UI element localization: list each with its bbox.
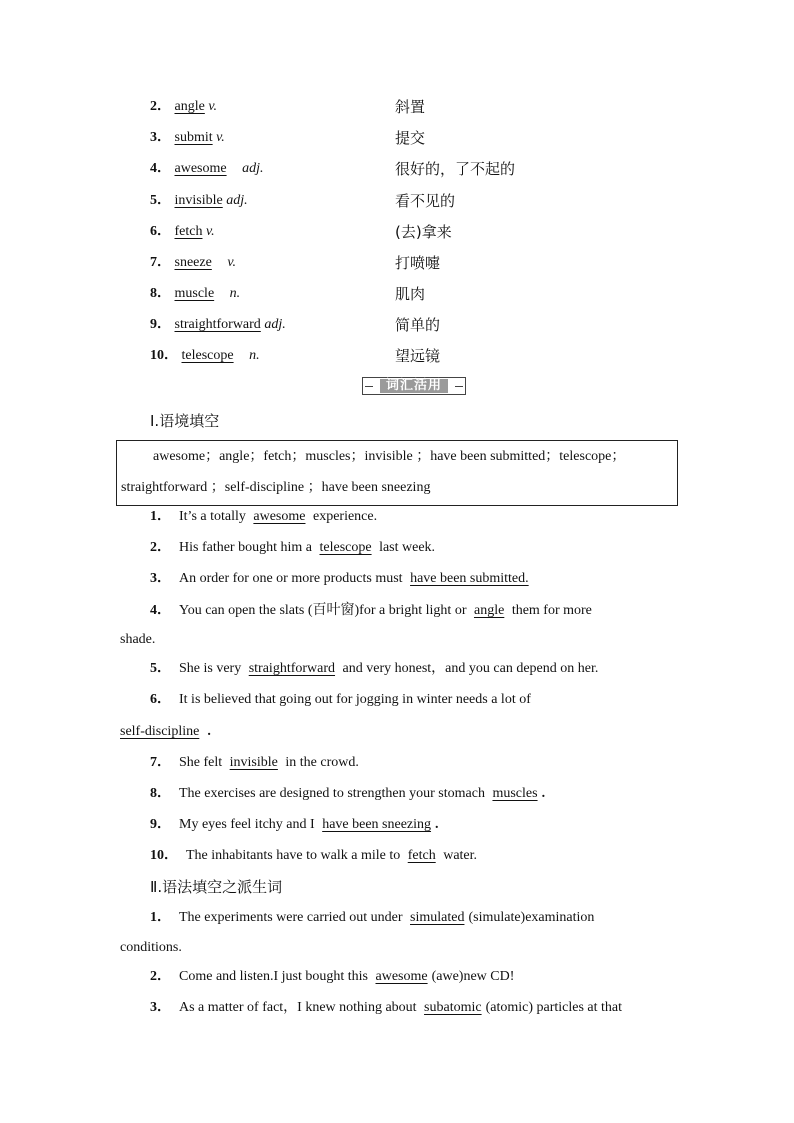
sentence-text: (atomic) particles at that bbox=[485, 1000, 623, 1015]
part-of-speech: v. bbox=[227, 255, 236, 270]
sentence-text: water. bbox=[439, 848, 478, 863]
chinese-meaning: 看不见的 bbox=[395, 192, 456, 210]
vocab-term: muscle bbox=[174, 286, 215, 301]
sentence-text: She is very bbox=[179, 661, 245, 676]
exercise-item bbox=[150, 600, 674, 622]
item-number: 5． bbox=[150, 661, 171, 676]
sentence-text: An order for one or more products must bbox=[179, 571, 407, 586]
vocab-item bbox=[150, 190, 710, 212]
item-number: 3． bbox=[150, 130, 171, 145]
sentence-text: (awe)new CD! bbox=[431, 969, 515, 984]
answer-blank: straightforward bbox=[248, 661, 336, 676]
part-of-speech: n. bbox=[249, 348, 260, 363]
part-of-speech: v. bbox=[216, 130, 225, 145]
vocab-term: awesome bbox=[174, 161, 227, 176]
vocab-term: sneeze bbox=[174, 255, 212, 270]
answer-blank: awesome bbox=[253, 509, 306, 524]
vocab-item bbox=[150, 314, 710, 336]
answer-blank: self-discipline bbox=[120, 724, 200, 739]
vocab-item bbox=[150, 283, 710, 305]
item-number: 10． bbox=[150, 848, 178, 863]
sentence-text: It is believed that going out for jogging in winter needs a lot of bbox=[179, 692, 531, 707]
item-number: 6． bbox=[150, 692, 171, 707]
answer-blank: subatomic bbox=[424, 1000, 482, 1015]
sentence-text: last week. bbox=[375, 540, 436, 555]
exercise-item bbox=[150, 966, 674, 988]
word-bank-line: awesome；angle；fetch；muscles；invisible ；have been submitted；telescope； bbox=[153, 449, 626, 464]
sentence-text: in the crowd. bbox=[281, 755, 359, 770]
vocab-term: angle bbox=[174, 99, 205, 114]
chinese-meaning: 望远镜 bbox=[395, 347, 441, 365]
item-number: 2． bbox=[150, 99, 171, 114]
section-heading: Ⅱ.语法填空之派生词 bbox=[150, 878, 283, 896]
item-number: 3． bbox=[150, 1000, 171, 1015]
item-number: 9． bbox=[150, 817, 171, 832]
vocab-item bbox=[150, 345, 710, 367]
answer-blank: angle bbox=[473, 603, 505, 618]
answer-blank: awesome bbox=[375, 969, 428, 984]
answer-blank: muscles bbox=[492, 786, 538, 801]
chinese-meaning: 斜置 bbox=[395, 98, 426, 116]
sentence-text: My eyes feel itchy and I bbox=[179, 817, 319, 832]
sentence-continuation bbox=[120, 721, 211, 743]
exercise-item bbox=[150, 658, 674, 680]
exercise-item bbox=[150, 845, 674, 867]
sentence-text: The exercises are designed to strengthen your stomach bbox=[179, 786, 489, 801]
sentence-text: His father bought him a bbox=[179, 540, 316, 555]
vocab-item bbox=[150, 96, 710, 118]
item-number: 4． bbox=[150, 161, 171, 176]
part-of-speech: adj. bbox=[264, 317, 286, 332]
word-bank-box bbox=[116, 440, 678, 506]
sentence-text: She felt bbox=[179, 755, 226, 770]
answer-blank: have been submitted. bbox=[410, 571, 529, 586]
vocab-item bbox=[150, 221, 710, 243]
chinese-meaning: (去)拿来 bbox=[395, 223, 452, 241]
sentence-text: As a matter of fact，I knew nothing about bbox=[179, 1000, 421, 1015]
part-of-speech: v. bbox=[208, 99, 218, 114]
sentence-text: It’s a totally bbox=[179, 509, 250, 524]
answer-blank: invisible bbox=[229, 755, 278, 770]
exercise-item bbox=[150, 506, 674, 528]
answer-blank: telescope bbox=[319, 540, 372, 555]
answer-blank: fetch bbox=[407, 848, 436, 863]
sentence-text: You can open the slats (百叶窗)for a bright light or bbox=[179, 603, 470, 618]
item-number: 7． bbox=[150, 255, 171, 270]
item-number: 7． bbox=[150, 755, 171, 770]
exercise-item bbox=[150, 814, 674, 836]
item-number: 10． bbox=[150, 348, 178, 363]
item-number: 3． bbox=[150, 571, 171, 586]
exercise-item bbox=[150, 689, 674, 711]
item-number: 2． bbox=[150, 969, 171, 984]
vocab-term: telescope bbox=[181, 348, 234, 363]
sentence-text: them for more bbox=[508, 603, 592, 618]
sentence-continuation: shade. bbox=[120, 632, 156, 647]
vocab-item bbox=[150, 127, 710, 149]
chinese-meaning: 打喷嚏 bbox=[395, 254, 441, 272]
answer-blank: simulated bbox=[410, 910, 465, 925]
sentence-text: . bbox=[541, 786, 546, 801]
exercise-item bbox=[150, 568, 674, 590]
item-number: 9． bbox=[150, 317, 171, 332]
sentence-text: . bbox=[207, 724, 211, 739]
item-number: 2． bbox=[150, 540, 171, 555]
section-heading: Ⅰ.语境填空 bbox=[150, 412, 220, 430]
item-number: 8． bbox=[150, 786, 171, 801]
sentence-text: The inhabitants have to walk a mile to bbox=[186, 848, 404, 863]
exercise-item bbox=[150, 997, 674, 1019]
word-bank-line: straightforward ；self-discipline ；have been sneezing bbox=[121, 480, 431, 495]
section-banner bbox=[362, 377, 466, 395]
exercise-item bbox=[150, 537, 674, 559]
sentence-text: The experiments were carried out under bbox=[179, 910, 407, 925]
answer-blank: have been sneezing bbox=[322, 817, 432, 832]
part-of-speech: v. bbox=[205, 224, 215, 239]
sentence-text: Come and listen.I just bought this bbox=[179, 969, 372, 984]
sentence-text: . bbox=[435, 817, 439, 832]
part-of-speech: adj. bbox=[242, 161, 264, 176]
chinese-meaning: 提交 bbox=[395, 129, 426, 147]
item-number: 4． bbox=[150, 603, 171, 618]
vocab-term: submit bbox=[174, 130, 213, 145]
chinese-meaning: 简单的 bbox=[395, 316, 441, 334]
vocab-term: straightforward bbox=[174, 317, 261, 332]
vocab-term: fetch bbox=[174, 224, 203, 239]
item-number: 6． bbox=[150, 224, 171, 239]
exercise-item bbox=[150, 783, 674, 805]
part-of-speech: n. bbox=[229, 286, 241, 301]
sentence-continuation: conditions. bbox=[120, 940, 182, 955]
banner-title: 词汇活用 bbox=[380, 379, 448, 393]
item-number: 5． bbox=[150, 193, 171, 208]
item-number: 1． bbox=[150, 910, 171, 925]
sentence-text: experience. bbox=[309, 509, 378, 524]
exercise-item bbox=[150, 907, 674, 929]
chinese-meaning: 肌肉 bbox=[395, 285, 426, 303]
vocab-item bbox=[150, 158, 710, 180]
sentence-text: and very honest，and you can depend on her. bbox=[339, 661, 599, 676]
chinese-meaning: 很好的，了不起的 bbox=[395, 160, 516, 178]
item-number: 8． bbox=[150, 286, 171, 301]
vocab-term: invisible bbox=[174, 193, 223, 208]
exercise-item bbox=[150, 752, 674, 774]
item-number: 1． bbox=[150, 509, 171, 524]
vocab-item bbox=[150, 252, 710, 274]
part-of-speech: adj. bbox=[226, 193, 248, 208]
sentence-text: (simulate)examination bbox=[468, 910, 595, 925]
